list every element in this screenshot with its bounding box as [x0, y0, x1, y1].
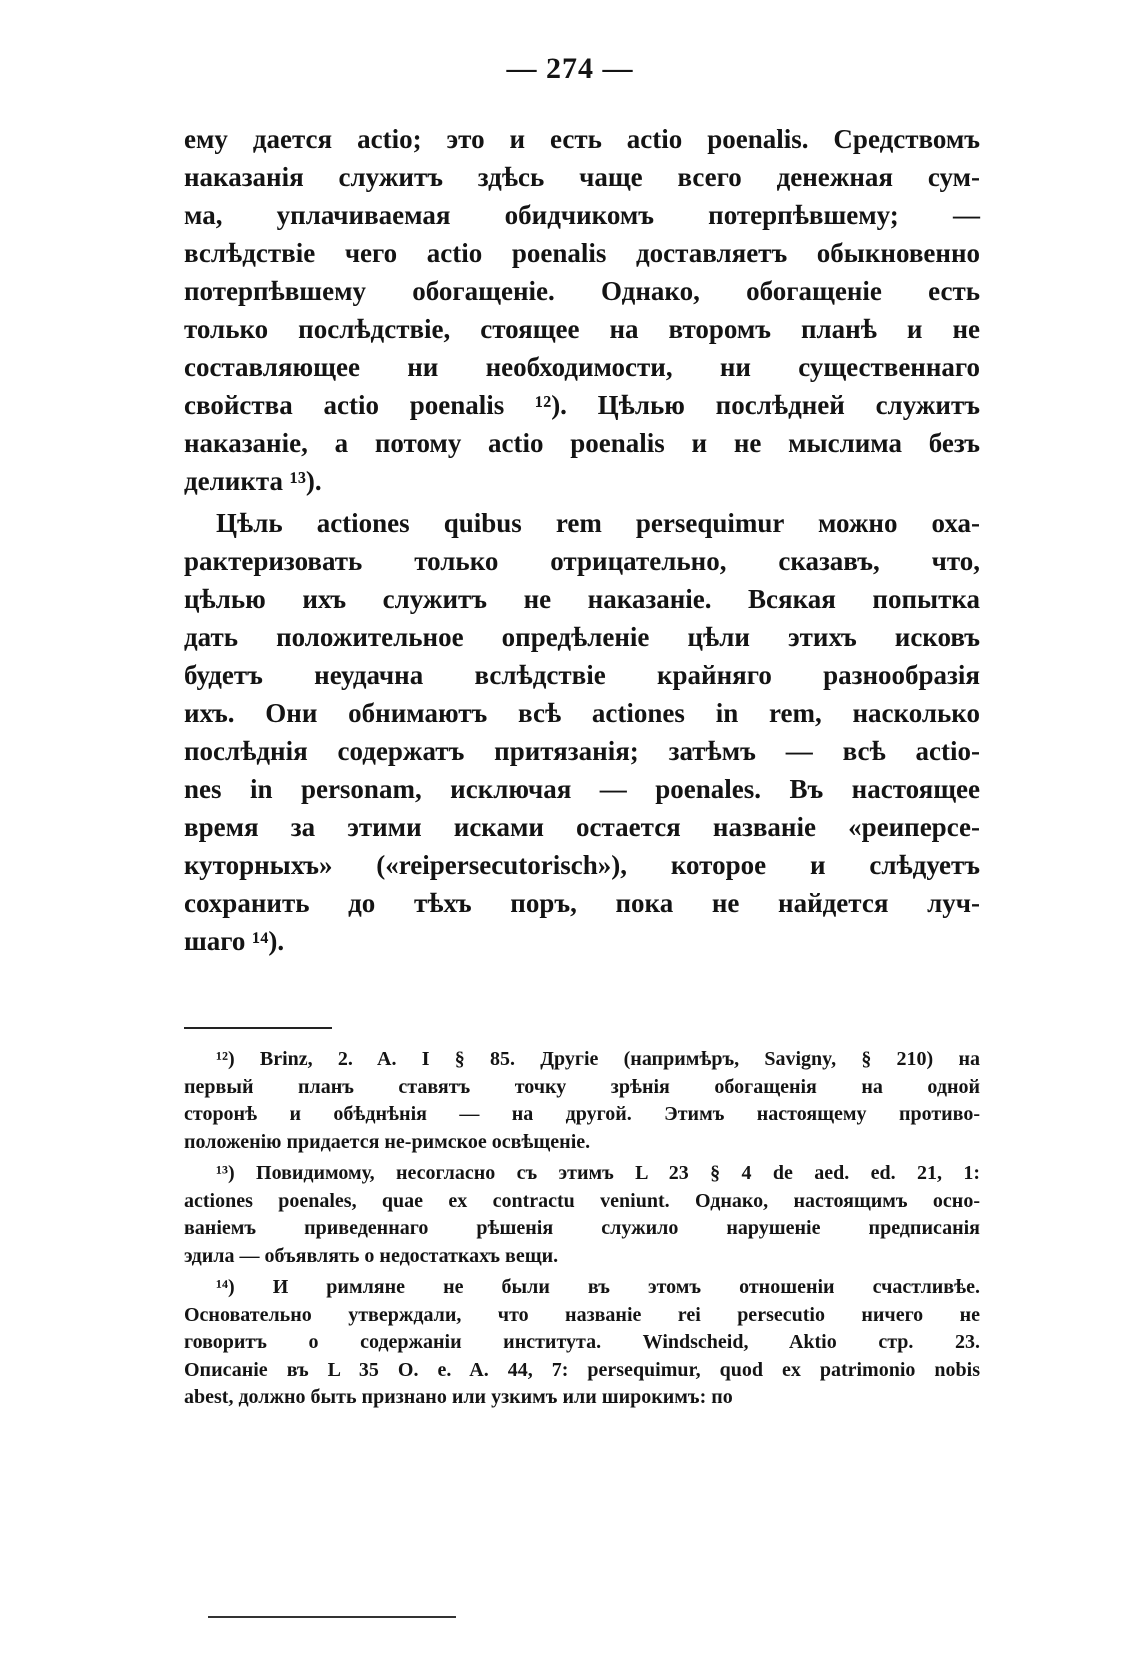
text-line: ихъ. Они обнимаютъ всѣ actiones in rem, насколько	[184, 698, 980, 728]
text-line: nes in personam, исключая — poenales. Въ настоящее	[184, 774, 980, 804]
text-line: наказанія служитъ здѣсь чаще всего денежная сум-	[184, 162, 980, 192]
footnote-line: эдила — объявлять о недостаткахъ вещи.	[184, 1244, 559, 1267]
paragraph-2	[184, 504, 980, 960]
footnote-line: abest, должно быть признано или узкимъ или широкимъ: по	[184, 1386, 733, 1408]
text-line: свойства actio poenalis ¹²). Цѣлью послѣдней служитъ	[184, 390, 980, 420]
text-line: вслѣдствіе чего actio poenalis доставляетъ обыкновенно	[184, 238, 980, 268]
text-line: ему дается actio; это и есть actio poenalis. Средствомъ	[184, 124, 980, 154]
text-line: куторныхъ» («reipersecutorisch»), которое и слѣдуетъ	[184, 850, 980, 880]
footnote-line: actiones poenales, quae ex contractu veniunt. Однако, настоящимъ осно-	[184, 1189, 980, 1212]
footnote-12	[184, 1046, 980, 1156]
footnote-line: положенію придается не-римское освѣщеніе.	[184, 1130, 591, 1153]
text-line: ма, уплачиваемая обидчикомъ потерпѣвшему; —	[184, 200, 980, 230]
page-number: — 274 —	[506, 52, 634, 85]
paragraph-1	[184, 120, 980, 500]
text-line: Цѣль actiones quibus rem persequimur можно оха-	[216, 508, 980, 538]
footnote-line: говоритъ о содержаніи института. Windscheid, Aktio стр. 23.	[184, 1331, 980, 1353]
text-line: рактеризовать только отрицательно, сказавъ, что,	[184, 546, 980, 576]
text-line: потерпѣвшему обогащеніе. Однако, обогащеніе есть	[184, 276, 980, 306]
footnote-13	[184, 1160, 980, 1270]
text-line: составляющее ни необходимости, ни существеннаго	[184, 352, 980, 382]
footnote-line: сторонѣ и обѣднѣнія — на другой. Этимъ настоящему противо-	[184, 1103, 980, 1125]
footnote-line: ваніемъ приведеннаго рѣшенія служило нарушеніе предписанія	[184, 1217, 980, 1239]
footnote-line: ¹⁴) И римляне не были въ этомъ отношеніи счастливѣе.	[216, 1276, 980, 1298]
text-line: время за этими исками остается названіе «реиперсе-	[184, 812, 980, 842]
footnote-line: ¹³) Повидимому, несогласно съ этимъ L 23 § 4 de aed. ed. 21, 1:	[216, 1162, 980, 1184]
footnote-line: первый планъ ставятъ точку зрѣнія обогащенія на одной	[184, 1075, 980, 1098]
main-text	[184, 120, 980, 960]
footnote-line: Основательно утверждали, что названіе rei persecutio ничего не	[184, 1303, 980, 1326]
footnotes	[184, 1046, 980, 1412]
footnote-14	[184, 1274, 980, 1412]
footnote-line: Описаніе въ L 35 O. e. A. 44, 7: persequimur, quod ex patrimonio nobis	[184, 1358, 980, 1381]
text-line: дать положительное опредѣленіе цѣли этихъ исковъ	[184, 622, 980, 652]
text-line: шаго ¹⁴).	[184, 926, 285, 956]
text-line: сохранить до тѣхъ поръ, пока не найдется луч-	[184, 888, 980, 918]
page-bottom-rule	[208, 1616, 456, 1618]
text-line: будетъ неудачна вслѣдствіе крайняго разнообразія	[184, 660, 980, 690]
text-line: послѣднія содержатъ притязанія; затѣмъ — всѣ actio-	[184, 736, 980, 766]
text-line: наказаніе, а потому actio poenalis и не мыслима безъ	[184, 428, 980, 458]
text-line: деликта ¹³).	[184, 466, 322, 496]
footnote-separator	[184, 1027, 332, 1029]
footnote-line: ¹²) Brinz, 2. A. I § 85. Другіе (напримѣръ, Savigny, § 210) на	[216, 1048, 980, 1070]
text-line: только послѣдствіе, стоящее на второмъ планѣ и не	[184, 314, 980, 344]
text-line: цѣлью ихъ служитъ не наказаніе. Всякая попытка	[184, 584, 980, 614]
